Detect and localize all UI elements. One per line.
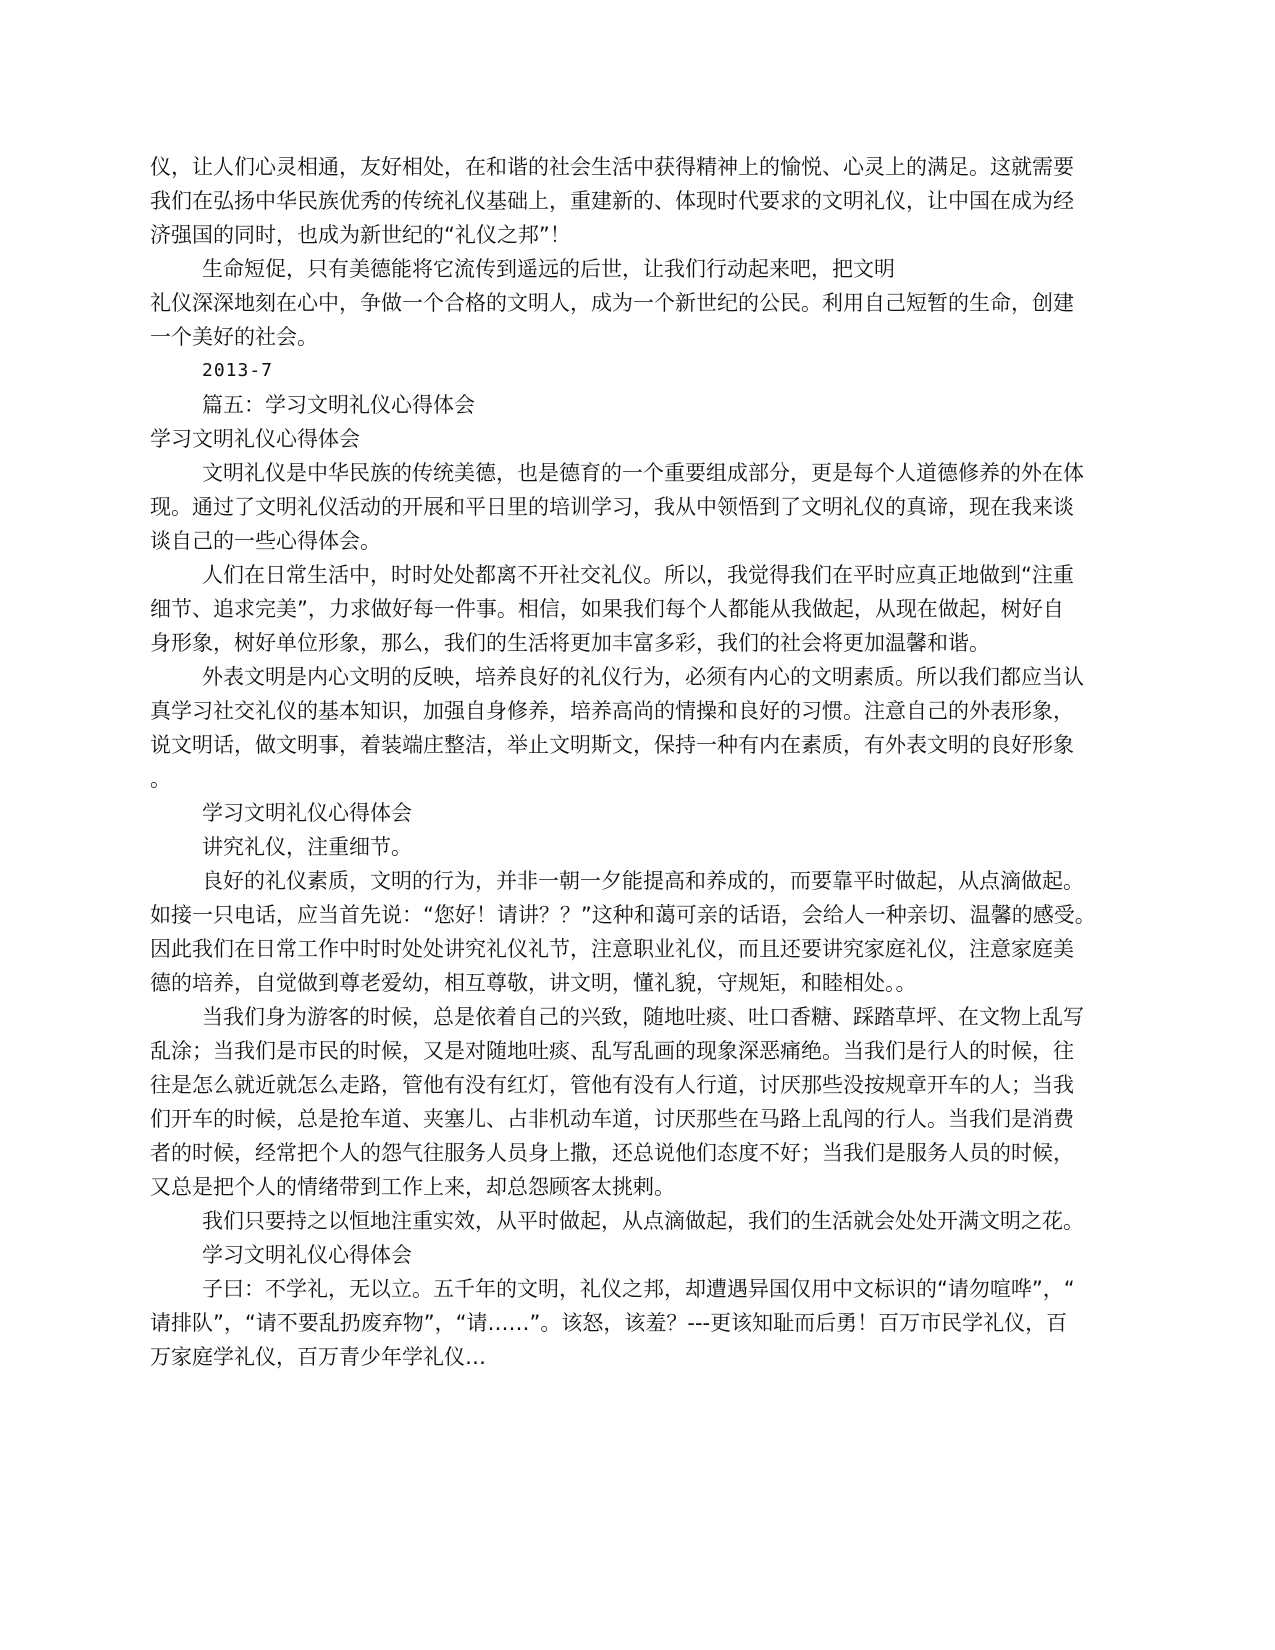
text-line: 济强国的同时，也成为新世纪的“礼仪之邦”！ [150, 223, 571, 247]
text-line: 乱涂；当我们是市民的时候，又是对随地吐痰、乱写乱画的现象深恶痛绝。当我们是行人的时候，往 [150, 1039, 1074, 1063]
paragraph-first-line: 人们在日常生活中，时时处处都离不开社交礼仪。所以，我觉得我们在平时应真正地做到“注重 [202, 563, 1074, 587]
section-heading: 篇五：学习文明礼仪心得体会 [202, 393, 475, 417]
text-line: 。 [150, 767, 171, 791]
text-line: 现。通过了文明礼仪活动的开展和平日里的培训学习，我从中领悟到了文明礼仪的真谛，现在我来谈 [150, 495, 1074, 519]
text-line: 细节、追求完美”，力求做好每一件事。相信，如果我们每个人都能从我做起，从现在做起，树好自 [150, 597, 1064, 621]
text-line: 身形象，树好单位形象，那么，我们的生活将更加丰富多彩，我们的社会将更加温馨和谐。 [150, 631, 990, 655]
text-line: 说文明话，做文明事，着装端庄整洁，举止文明斯文，保持一种有内在素质，有外表文明的良好形象 [150, 733, 1074, 757]
text-line: 如接一只电话，应当首先说：“您好！请讲？？”这种和蔼可亲的话语，会给人一种亲切、温馨的感受。 [150, 903, 1096, 927]
text-line: 者的时候，经常把个人的怨气往服务人员身上撒，还总说他们态度不好；当我们是服务人员的时候， [150, 1141, 1074, 1165]
paragraph-first-line: 外表文明是内心文明的反映，培养良好的礼仪行为，必须有内心的文明素质。所以我们都应当认 [202, 665, 1084, 689]
text-line: 请排队”，“请不要乱扔废弃物”，“请……”。该怒，该羞？---更该知耻而后勇！百万市民学礼仪，百 [150, 1311, 1068, 1335]
text-line: 往是怎么就近就怎么走路，管他有没有红灯，管他有没有人行道，讨厌那些没按规章开车的人；当我 [150, 1073, 1074, 1097]
article-title: 学习文明礼仪心得体会 [150, 427, 360, 451]
text-line: 谈自己的一些心得体会。 [150, 529, 381, 553]
subheading: 讲究礼仪，注重细节。 [202, 835, 412, 859]
text-line: 我们在弘扬中华民族优秀的传统礼仪基础上，重建新的、体现时代要求的文明礼仪，让中国在成为经 [150, 189, 1074, 213]
text-line: 仪，让人们心灵相通，友好相处，在和谐的社会生活中获得精神上的愉悦、心灵上的满足。这就需要 [150, 155, 1074, 179]
document-body [150, 150, 1125, 1374]
date-line: 2013-7 [202, 360, 274, 381]
text-line: 万家庭学礼仪，百万青少年学礼仪… [150, 1345, 486, 1369]
paragraph-first-line: 子曰：不学礼，无以立。五千年的文明，礼仪之邦，却遭遇异国仅用中文标识的“请勿喧哗”，“ [202, 1277, 1075, 1301]
paragraph-first-line: 当我们身为游客的时候，总是依着自己的兴致，随地吐痰、吐口香糖、踩踏草坪、在文物上乱写 [202, 1005, 1084, 1029]
text-line: 因此我们在日常工作中时时处处讲究礼仪礼节，注意职业礼仪，而且还要讲究家庭礼仪，注意家庭美 [150, 937, 1074, 961]
paragraph-first-line: 良好的礼仪素质，文明的行为，并非一朝一夕能提高和养成的，而要靠平时做起，从点滴做起。 [202, 869, 1084, 893]
subheading: 学习文明礼仪心得体会 [202, 801, 412, 825]
text-line: 德的培养，自觉做到尊老爱幼，相互尊敬，讲文明，懂礼貌，守规矩，和睦相处。。 [150, 971, 917, 995]
text-line: 一个美好的社会。 [150, 325, 318, 349]
paragraph-first-line: 生命短促，只有美德能将它流传到遥远的后世，让我们行动起来吧，把文明 [202, 257, 895, 281]
text-line: 们开车的时候，总是抢车道、夹塞儿、占非机动车道，讨厌那些在马路上乱闯的行人。当我们是消费 [150, 1107, 1074, 1131]
paragraph-first-line: 文明礼仪是中华民族的传统美德，也是德育的一个重要组成部分，更是每个人道德修养的外在体 [202, 461, 1084, 485]
paragraph-first-line: 我们只要持之以恒地注重实效，从平时做起，从点滴做起，我们的生活就会处处开满文明之花。 [202, 1209, 1084, 1233]
text-line: 又总是把个人的情绪带到工作上来，却总怨顾客太挑剌。 [150, 1175, 675, 1199]
text-line: 真学习社交礼仪的基本知识，加强自身修养，培养高尚的情操和良好的习惯。注意自己的外表形象， [150, 699, 1074, 723]
subheading: 学习文明礼仪心得体会 [202, 1243, 412, 1267]
text-line: 礼仪深深地刻在心中，争做一个合格的文明人，成为一个新世纪的公民。利用自己短暂的生命，创建 [150, 291, 1074, 315]
